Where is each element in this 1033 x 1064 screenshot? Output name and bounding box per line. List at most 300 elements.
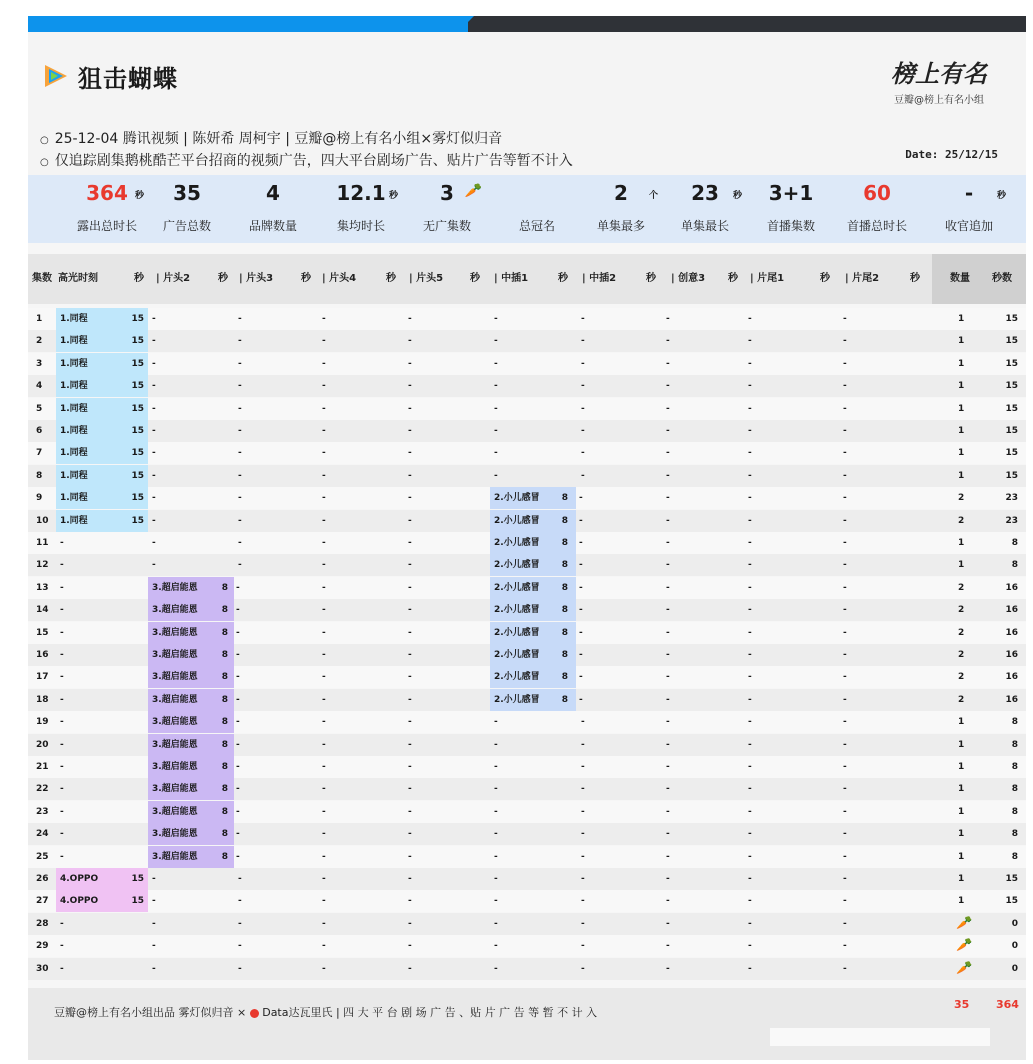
ad-seconds: 8 — [221, 829, 228, 840]
episode-number: 23 — [36, 806, 49, 817]
ad-name: 2.小儿感冒 — [494, 515, 540, 526]
empty-cell: - — [581, 762, 585, 772]
empty-cell: - — [748, 694, 752, 705]
empty-cell: - — [236, 582, 240, 593]
empty-cell: - — [60, 918, 64, 929]
highlight-ad-cell — [56, 308, 148, 330]
stat-value: 2 — [614, 181, 628, 205]
ad-count: 1 — [958, 448, 965, 459]
empty-cell: - — [843, 358, 847, 369]
empty-cell: - — [408, 515, 412, 526]
empty-cell: - — [666, 874, 670, 884]
empty-cell: - — [666, 762, 670, 772]
empty-cell: - — [322, 538, 326, 548]
empty-cell: - — [322, 918, 326, 929]
total-seconds: 8 — [1011, 717, 1018, 728]
total-seconds: 15 — [1005, 470, 1018, 481]
empty-cell: - — [748, 381, 752, 392]
table-row — [28, 756, 1026, 778]
empty-cell: - — [579, 694, 583, 705]
empty-cell: - — [579, 515, 583, 526]
highlight-ad-cell — [56, 330, 148, 352]
empty-cell: - — [152, 314, 156, 324]
total-seconds: 15 — [1005, 381, 1018, 392]
chart-card — [28, 16, 1026, 1060]
header-19: | 片尾2 — [845, 273, 880, 284]
empty-cell: - — [843, 381, 847, 392]
total-seconds: 0 — [1011, 941, 1018, 952]
empty-cell: - — [60, 582, 64, 593]
total-seconds: 0 — [1011, 963, 1018, 974]
table-row — [28, 375, 1026, 397]
empty-cell: - — [322, 694, 326, 705]
total-count: 35 — [954, 998, 970, 1011]
header-3: | 片头2 — [156, 273, 191, 284]
empty-cell: - — [843, 963, 847, 974]
opening-ad-cell — [148, 778, 234, 800]
ad-count: 1 — [958, 381, 965, 392]
empty-cell: - — [581, 426, 585, 436]
empty-cell: - — [322, 874, 326, 884]
ad-seconds: 8 — [221, 672, 228, 683]
empty-cell: - — [152, 493, 156, 504]
episode-number: 28 — [36, 918, 49, 929]
empty-cell: - — [60, 717, 64, 728]
total-seconds: 15 — [1005, 314, 1018, 324]
ad-count: 1 — [958, 762, 965, 772]
empty-cell: - — [238, 896, 242, 907]
ad-count: 2 — [958, 672, 965, 683]
midroll-ad-cell — [490, 622, 576, 644]
empty-cell: - — [408, 627, 412, 638]
stat-unit: 秒 — [996, 191, 1006, 201]
empty-cell: - — [843, 470, 847, 481]
empty-cell: - — [60, 627, 64, 638]
table-row — [28, 510, 1026, 532]
empty-cell: - — [408, 538, 412, 548]
table-row — [28, 308, 1026, 330]
ad-seconds: 15 — [131, 448, 144, 459]
empty-cell: - — [322, 560, 326, 571]
empty-cell: - — [60, 762, 64, 772]
ad-name: 3.超启能恩 — [152, 582, 198, 593]
ad-name: 3.超启能恩 — [152, 717, 198, 728]
empty-cell: - — [843, 605, 847, 616]
empty-cell: - — [322, 762, 326, 772]
empty-cell: - — [666, 806, 670, 817]
empty-cell: - — [581, 358, 585, 369]
empty-cell: - — [581, 403, 585, 414]
empty-cell: - — [843, 493, 847, 504]
empty-cell: - — [60, 829, 64, 840]
ad-seconds: 8 — [221, 784, 228, 795]
empty-cell: - — [494, 403, 498, 414]
empty-cell: - — [236, 605, 240, 616]
ad-count: 1 — [958, 717, 965, 728]
empty-cell: - — [666, 493, 670, 504]
empty-cell: - — [494, 314, 498, 324]
empty-cell: - — [843, 806, 847, 817]
empty-cell: - — [666, 470, 670, 481]
empty-cell: - — [494, 963, 498, 974]
empty-cell: - — [494, 762, 498, 772]
ad-seconds: 8 — [221, 694, 228, 705]
stat-label: 首播总时长 — [846, 219, 907, 233]
ad-name: 2.小儿感冒 — [494, 538, 540, 548]
empty-cell: - — [236, 650, 240, 660]
total-seconds: 364 — [996, 998, 1019, 1011]
header-4: 秒 — [218, 273, 228, 284]
empty-cell: - — [494, 896, 498, 907]
empty-cell: - — [152, 426, 156, 436]
ad-seconds: 8 — [221, 650, 228, 660]
empty-cell: - — [408, 762, 412, 772]
stat-value: 3+1 — [768, 181, 814, 205]
total-seconds: 15 — [1005, 426, 1018, 436]
episode-number: 25 — [36, 851, 49, 862]
empty-cell: - — [843, 762, 847, 772]
empty-cell: - — [581, 717, 585, 728]
empty-cell: - — [322, 806, 326, 817]
ad-seconds: 8 — [221, 739, 228, 750]
stat-value: - — [964, 181, 974, 205]
empty-cell: - — [666, 448, 670, 459]
ad-name: 3.超启能恩 — [152, 605, 198, 616]
empty-cell: - — [236, 672, 240, 683]
stat-label: 广告总数 — [162, 219, 211, 233]
total-seconds: 8 — [1011, 739, 1018, 750]
empty-cell: - — [666, 851, 670, 862]
table-row — [28, 913, 1026, 935]
episode-number: 12 — [36, 560, 49, 571]
empty-cell: - — [843, 627, 847, 638]
total-seconds: 8 — [1011, 762, 1018, 772]
empty-cell: - — [408, 582, 412, 593]
empty-cell: - — [408, 806, 412, 817]
empty-cell: - — [322, 627, 326, 638]
ad-count: 1 — [958, 806, 965, 817]
empty-cell: - — [236, 739, 240, 750]
empty-cell: - — [408, 784, 412, 795]
empty-cell: - — [408, 381, 412, 392]
table-row — [28, 823, 1026, 845]
total-seconds: 15 — [1005, 403, 1018, 414]
empty-cell: - — [748, 448, 752, 459]
ad-count: 2 — [958, 650, 965, 660]
empty-cell: - — [152, 358, 156, 369]
empty-cell: - — [579, 538, 583, 548]
empty-cell: - — [408, 829, 412, 840]
table-row — [28, 958, 1026, 980]
empty-cell: - — [322, 784, 326, 795]
table-row — [28, 622, 1026, 644]
empty-cell: - — [322, 851, 326, 862]
ad-name: 2.小儿感冒 — [494, 650, 540, 660]
stat-label: 收官追加 — [944, 219, 993, 233]
empty-cell: - — [408, 448, 412, 459]
watermark-overlay — [770, 1028, 990, 1046]
ad-count: 1 — [958, 896, 965, 907]
empty-cell: - — [238, 336, 242, 347]
empty-cell: - — [60, 806, 64, 817]
empty-cell: - — [236, 806, 240, 817]
header-12: 秒 — [558, 273, 568, 284]
empty-cell: - — [579, 672, 583, 683]
midroll-ad-cell — [490, 666, 576, 688]
empty-cell: - — [581, 918, 585, 929]
empty-cell: - — [666, 829, 670, 840]
header-22: 秒数 — [992, 273, 1012, 284]
empty-cell: - — [152, 336, 156, 347]
meta-line-1-text: 25-12-04 腾讯视频 | 陈妍希 周柯宇 | 豆瓣@榜上有名小组×雾灯似归音 — [54, 131, 503, 147]
ad-seconds: 8 — [221, 717, 228, 728]
top-bar — [28, 16, 1026, 32]
header-18: 秒 — [820, 273, 830, 284]
table-row — [28, 465, 1026, 487]
ad-seconds: 8 — [561, 694, 568, 705]
empty-cell: - — [408, 896, 412, 907]
total-seconds: 23 — [1005, 515, 1018, 526]
header-17: | 片尾1 — [750, 273, 785, 284]
empty-cell: - — [236, 694, 240, 705]
highlight-ad-cell — [56, 420, 148, 442]
empty-cell: - — [238, 918, 242, 929]
stat-value: 60 — [863, 181, 891, 205]
stat-5 — [496, 175, 578, 243]
empty-cell: - — [579, 560, 583, 571]
highlight-ad-cell — [56, 442, 148, 464]
table-row — [28, 420, 1026, 442]
empty-cell: - — [748, 851, 752, 862]
ad-seconds: 8 — [561, 605, 568, 616]
brand-logo — [884, 54, 994, 106]
header — [28, 32, 1026, 175]
empty-cell: - — [666, 515, 670, 526]
carrot-icon: 🥕 — [464, 183, 482, 199]
ad-seconds: 15 — [131, 314, 144, 324]
ad-count: 2 — [958, 694, 965, 705]
empty-cell: - — [748, 605, 752, 616]
oppo-ad-cell — [56, 890, 148, 912]
empty-cell: - — [666, 672, 670, 683]
empty-cell: - — [748, 784, 752, 795]
header-14: 秒 — [646, 273, 656, 284]
empty-cell: - — [408, 560, 412, 571]
oppo-ad-cell — [56, 868, 148, 890]
empty-cell: - — [581, 739, 585, 750]
empty-cell: - — [666, 717, 670, 728]
ad-name: 1.同程 — [60, 426, 88, 436]
ad-count: 2 — [958, 627, 965, 638]
stat-label: 品牌数量 — [248, 219, 297, 233]
ad-name: 3.超启能恩 — [152, 672, 198, 683]
empty-cell: - — [322, 493, 326, 504]
empty-cell: - — [408, 314, 412, 324]
highlight-ad-cell — [56, 375, 148, 397]
highlight-ad-cell — [56, 465, 148, 487]
midroll-ad-cell — [490, 532, 576, 554]
ad-seconds: 8 — [221, 806, 228, 817]
episode-number: 20 — [36, 739, 49, 750]
ad-seconds: 8 — [561, 672, 568, 683]
empty-cell: - — [494, 381, 498, 392]
table-row — [28, 644, 1026, 666]
table-row — [28, 554, 1026, 576]
empty-cell: - — [60, 941, 64, 952]
footer-text-2: Data达瓦里氏 | 四 大 平 台 剧 场 广 告 、贴 片 广 告 等 暂 不 计 入 — [262, 1006, 598, 1019]
header-13: | 中插2 — [582, 273, 617, 284]
ad-name: 1.同程 — [60, 381, 88, 392]
empty-cell: - — [322, 470, 326, 481]
midroll-ad-cell — [490, 510, 576, 532]
episode-number: 26 — [36, 874, 49, 884]
header-7: | 片头4 — [322, 273, 357, 284]
empty-cell: - — [494, 874, 498, 884]
empty-cell: - — [60, 694, 64, 705]
empty-cell: - — [322, 358, 326, 369]
empty-cell: - — [152, 963, 156, 974]
empty-cell: - — [322, 426, 326, 436]
ad-name: 2.小儿感冒 — [494, 694, 540, 705]
logo-subtitle: 豆瓣@榜上有名小组 — [894, 95, 984, 106]
episode-number: 17 — [36, 672, 49, 683]
episode-number: 14 — [36, 605, 49, 616]
empty-cell: - — [748, 806, 752, 817]
ad-count: 1 — [958, 403, 965, 414]
ad-name: 4.OPPO — [60, 874, 99, 884]
empty-cell: - — [843, 918, 847, 929]
ad-seconds: 8 — [221, 605, 228, 616]
empty-cell: - — [843, 829, 847, 840]
empty-cell: - — [748, 739, 752, 750]
ad-seconds: 8 — [221, 582, 228, 593]
total-seconds: 8 — [1011, 784, 1018, 795]
ad-name: 1.同程 — [60, 403, 88, 414]
ad-name: 4.OPPO — [60, 896, 99, 907]
stat-unit: 秒 — [732, 191, 742, 201]
stat-unit: 个 — [648, 191, 658, 201]
empty-cell: - — [322, 896, 326, 907]
empty-cell: - — [748, 896, 752, 907]
table-header-labels — [28, 254, 1026, 304]
empty-cell: - — [843, 739, 847, 750]
empty-cell: - — [666, 560, 670, 571]
empty-cell: - — [843, 448, 847, 459]
opening-ad-cell — [148, 756, 234, 778]
empty-cell: - — [843, 896, 847, 907]
empty-cell: - — [579, 493, 583, 504]
empty-cell: - — [152, 874, 156, 884]
empty-cell: - — [494, 806, 498, 817]
logo-script: 榜上有名 — [891, 59, 987, 88]
ad-name: 2.小儿感冒 — [494, 672, 540, 683]
ad-count: 2 — [958, 515, 965, 526]
empty-cell: - — [666, 358, 670, 369]
table-row — [28, 532, 1026, 554]
header-1: 高光时刻 — [58, 273, 98, 284]
empty-cell: - — [581, 829, 585, 840]
ad-seconds: 15 — [131, 896, 144, 907]
ad-name: 3.超启能恩 — [152, 806, 198, 817]
ad-seconds: 8 — [221, 851, 228, 862]
empty-cell: - — [666, 538, 670, 548]
table-row — [28, 801, 1026, 823]
empty-cell: - — [408, 717, 412, 728]
empty-cell: - — [322, 650, 326, 660]
empty-cell: - — [408, 672, 412, 683]
footer-text-1: 豆瓣@榜上有名小组出品 雾灯似归音 × — [54, 1006, 247, 1019]
total-seconds: 16 — [1005, 605, 1018, 616]
empty-cell: - — [238, 403, 242, 414]
ad-name: 1.同程 — [60, 493, 88, 504]
date-label: Date: 25/12/15 — [905, 148, 998, 161]
total-seconds: 16 — [1005, 627, 1018, 638]
empty-cell: - — [408, 403, 412, 414]
opening-ad-cell — [148, 823, 234, 845]
ad-count: 2 — [958, 493, 965, 504]
ad-name: 3.超启能恩 — [152, 627, 198, 638]
empty-cell: - — [748, 941, 752, 952]
header-20: 秒 — [910, 273, 920, 284]
empty-cell: - — [748, 672, 752, 683]
empty-cell: - — [579, 627, 583, 638]
header-11: | 中插1 — [494, 273, 529, 284]
episode-number: 10 — [36, 515, 49, 526]
episode-number: 8 — [36, 470, 43, 481]
empty-cell: - — [748, 336, 752, 347]
opening-ad-cell — [148, 622, 234, 644]
stat-6 — [580, 175, 662, 243]
midroll-ad-cell — [490, 644, 576, 666]
empty-cell: - — [666, 694, 670, 705]
stat-10 — [928, 175, 1010, 243]
total-seconds: 15 — [1005, 448, 1018, 459]
stat-2 — [232, 175, 314, 243]
header-5: | 片头3 — [239, 273, 274, 284]
empty-cell: - — [494, 739, 498, 750]
empty-cell: - — [581, 896, 585, 907]
empty-cell: - — [579, 650, 583, 660]
midroll-ad-cell — [490, 689, 576, 711]
stat-label: 集均时长 — [336, 219, 385, 233]
episode-number: 27 — [36, 896, 49, 907]
ad-count: 1 — [958, 470, 965, 481]
empty-cell: - — [843, 403, 847, 414]
empty-cell: - — [322, 829, 326, 840]
episode-number: 2 — [36, 336, 43, 347]
episode-number: 29 — [36, 941, 49, 952]
empty-cell: - — [60, 650, 64, 660]
ad-seconds: 8 — [561, 538, 568, 548]
empty-cell: - — [843, 694, 847, 705]
ad-name: 3.超启能恩 — [152, 851, 198, 862]
empty-cell: - — [843, 314, 847, 324]
empty-cell: - — [494, 829, 498, 840]
header-21: 数量 — [950, 273, 970, 284]
total-seconds: 15 — [1005, 896, 1018, 907]
empty-cell: - — [322, 672, 326, 683]
empty-cell: - — [408, 941, 412, 952]
stat-label: 无广集数 — [422, 219, 471, 233]
stats-bar — [28, 175, 1026, 243]
highlight-ad-cell — [56, 487, 148, 509]
total-seconds: 16 — [1005, 650, 1018, 660]
midroll-ad-cell — [490, 554, 576, 576]
empty-cell: - — [236, 717, 240, 728]
stat-value: 35 — [173, 181, 201, 205]
empty-cell: - — [666, 403, 670, 414]
empty-cell: - — [581, 314, 585, 324]
